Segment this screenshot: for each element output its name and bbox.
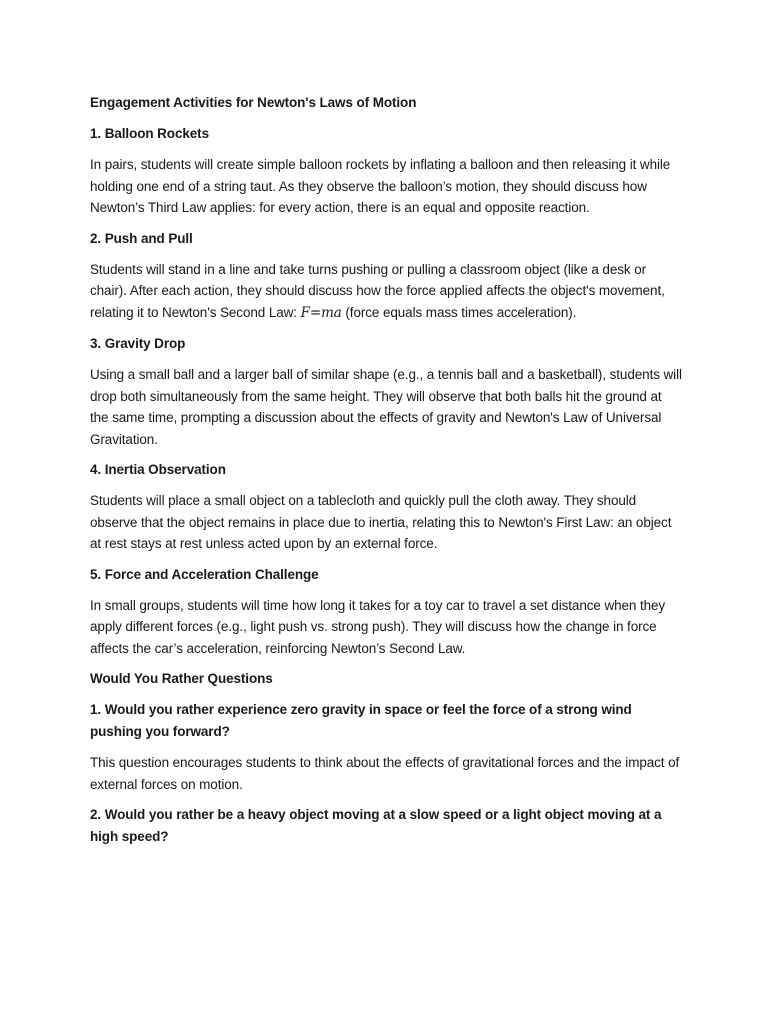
activity-heading: 3. Gravity Drop xyxy=(90,336,186,351)
activity-heading: 2. Push and Pull xyxy=(90,230,193,246)
formula: F=ma xyxy=(300,304,342,321)
activity-inertia-observation xyxy=(90,459,682,555)
activity-body: Students will place a small object on a tablecloth and quickly pull the cloth away. They should observe that the object remains in place due to inertia, relating this to Newton's First Law: an object at rest stays at rest unless acted upon by an external force. xyxy=(90,493,672,551)
question-text: 1. Would you rather experience zero gravity in space or feel the force of a strong wind pushing you forward? xyxy=(90,702,632,739)
question-explanation: This question encourages students to think about the effects of gravitational forces and the impact of external forces on motion. xyxy=(90,755,680,792)
activity-heading: 1. Balloon Rockets xyxy=(90,126,209,141)
activity-body: In small groups, students will time how long it takes for a toy car to travel a set distance when they apply different forces (e.g., light push vs. strong push). They will discuss how the change in force affects the car’s acceleration, reinforcing Newton’s Second Law. xyxy=(90,597,666,656)
activity-force-acceleration xyxy=(90,564,682,660)
question-text: 2. Would you rather be a heavy object moving at a slow speed or a light object moving at a high speed? xyxy=(90,807,662,844)
question-item xyxy=(90,699,682,795)
question-item xyxy=(90,804,682,848)
activity-body: Using a small ball and a larger ball of similar shape (e.g., a tennis ball and a basketball), students will drop both simultaneously from the same height. They will observe that both balls hit the ground at the same time, prompting a discussion about the effects of gravity and Newton's Law of Universal Gravitation. xyxy=(90,367,682,447)
activity-body xyxy=(90,259,682,325)
would-you-rather-title: Would You Rather Questions xyxy=(90,671,273,686)
activity-body-text-end: (force equals mass times acceleration). xyxy=(341,304,577,320)
activity-body-text: Students will stand in a line and take turns pushing or pulling a classroom object (like a desk or chair). After each action, they should discuss how the force applied affects the object's movement, relating it to Newton's Second Law: xyxy=(90,261,665,320)
document-title: Engagement Activities for Newton's Laws of Motion xyxy=(90,95,417,110)
activity-balloon-rockets xyxy=(90,123,682,219)
activity-push-and-pull xyxy=(90,228,682,325)
activity-heading: 4. Inertia Observation xyxy=(90,462,226,477)
document-content xyxy=(90,92,682,857)
activity-heading: 5. Force and Acceleration Challenge xyxy=(90,566,319,582)
activity-gravity-drop xyxy=(90,333,682,450)
activity-body: In pairs, students will create simple balloon rockets by inflating a balloon and then releasing it while holding one end of a string taut. As they observe the balloon’s motion, they should discuss how Newton’s Third Law applies: for every action, there is an equal and opposite reaction. xyxy=(90,157,671,215)
